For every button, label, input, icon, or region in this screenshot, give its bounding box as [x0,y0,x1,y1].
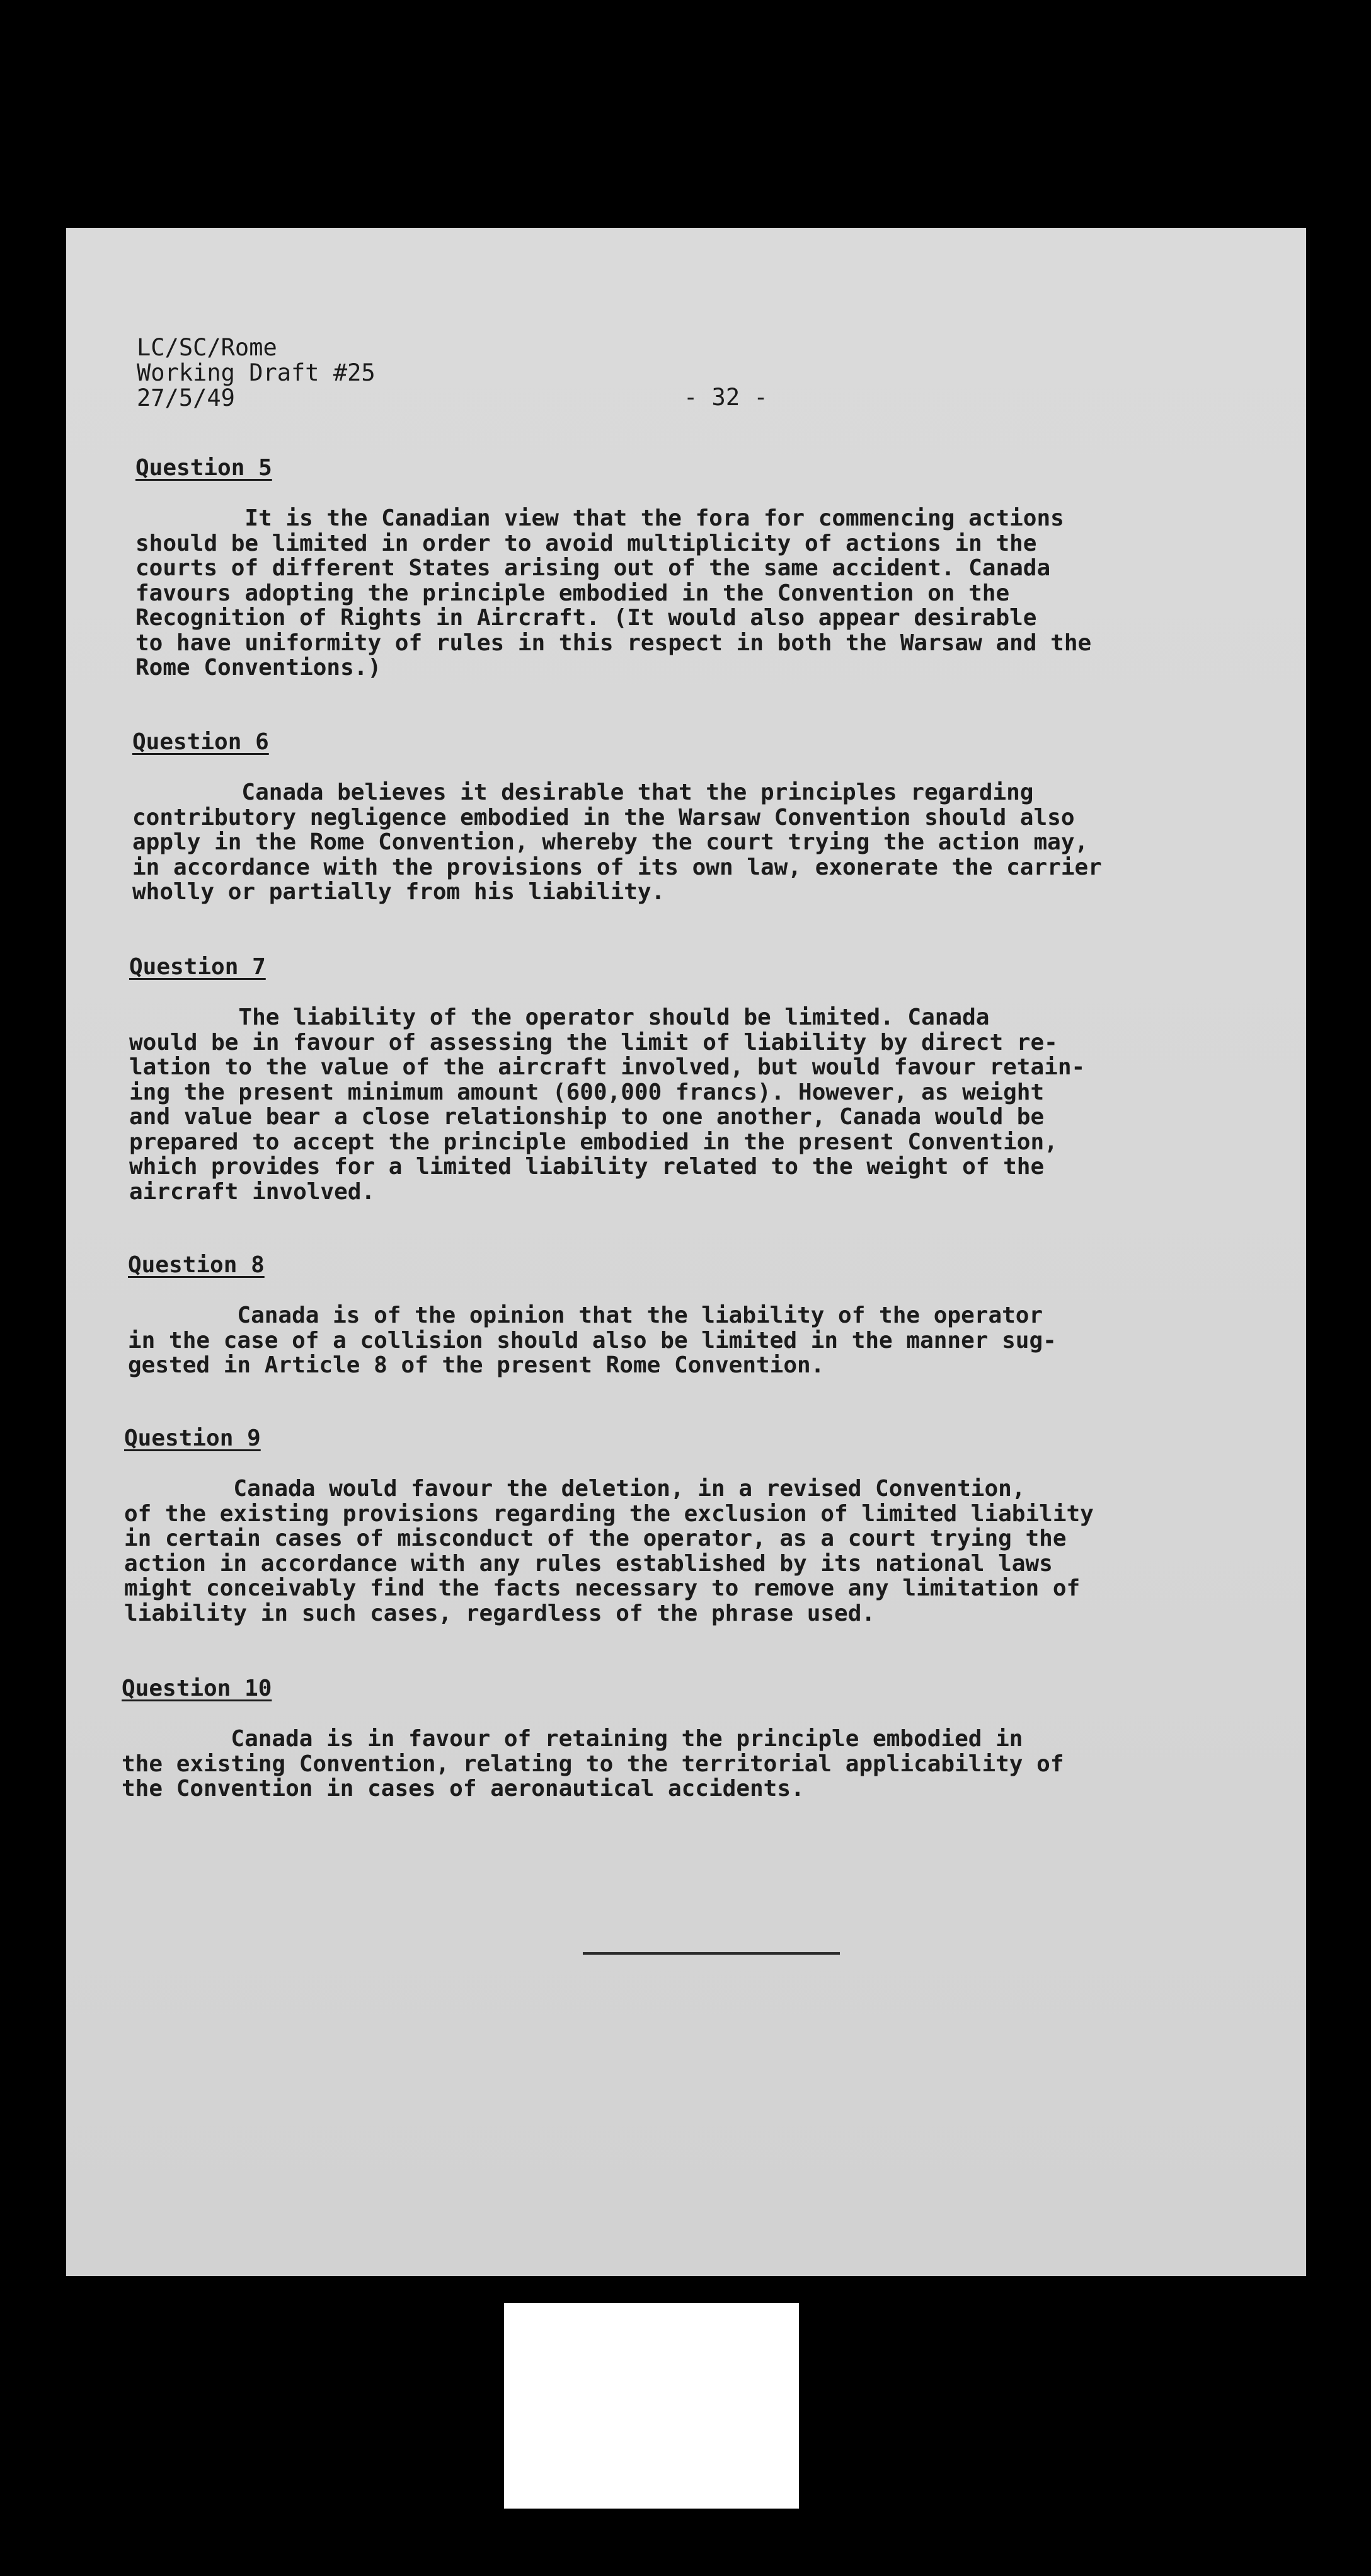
text-line: lation to the value of the aircraft involved, but would favour retain- [129,1054,1086,1080]
text-line: contributory negligence embodied in the Warsaw Convention should also [132,804,1075,831]
text-line: and value bear a close relationship to one another, Canada would be [129,1104,1045,1130]
question-10-section [122,1676,1268,1802]
text-line: liability in such cases, regardless of the phrase used. [124,1600,876,1626]
text-line: Canada is in favour of retaining the principle embodied in [122,1726,1023,1752]
section-heading: Question 6 [132,729,269,755]
working-draft-label: Working Draft #25 [137,359,376,386]
closing-rule [583,1952,840,1955]
text-line: The liability of the operator should be limited. Canada [129,1004,990,1030]
text-line: aircraft involved. [129,1178,376,1205]
question-8-section [128,1252,1275,1378]
section-body [122,1727,1268,1802]
text-line: It is the Canadian view that the fora for commencing actions [135,505,1064,531]
text-line: in the case of a collision should also be limited in the manner sug- [128,1327,1057,1354]
text-line: courts of different States arising out of the same accident. Canada [135,555,1051,581]
section-heading: Question 8 [128,1252,265,1278]
text-line: Canada would favour the deletion, in a revised Convention, [124,1476,1026,1502]
text-line: should be limited in order to avoid multiplicity of actions in the [135,530,1037,556]
question-7-section [129,954,1276,1204]
text-line: Canada believes it desirable that the principles regarding [132,779,1034,805]
section-body [135,506,1282,681]
text-line: in accordance with the provisions of its own law, exonerate the carrier [132,854,1102,880]
text-line: wholly or partially from his liability. [132,879,665,905]
reference-code: LC/SC/Rome [137,334,277,361]
section-body [129,1005,1276,1204]
text-line: prepared to accept the principle embodied in the present Convention, [129,1129,1058,1155]
text-line: in certain cases of misconduct of the operator, as a court trying the [124,1526,1067,1551]
text-line: favours adopting the principle embodied in the Convention on the [135,580,1010,606]
text-line: apply in the Rome Convention, whereby the court trying the action may, [132,829,1089,855]
text-line: gested in Article 8 of the present Rome Convention. [128,1352,825,1378]
text-line: Rome Conventions.) [135,655,382,681]
text-line: Canada is of the opinion that the liability of the operator [128,1302,1043,1328]
text-line: ing the present minimum amount (600,000 francs). However, as weight [129,1079,1045,1105]
text-line: Recognition of Rights in Aircraft. (It would also appear desirable [135,605,1037,631]
section-heading: Question 9 [124,1425,261,1451]
section-body [132,780,1279,905]
text-line: of the existing provisions regarding the exclusion of limited liability [124,1500,1094,1527]
text-line: the Convention in cases of aeronautical accidents. [122,1776,805,1802]
section-heading: Question 10 [122,1676,272,1701]
section-heading: Question 5 [135,455,272,481]
document-reference [137,335,376,411]
section-body [128,1303,1275,1378]
text-line: to have uniformity of rules in this respect in both the Warsaw and the [135,630,1092,656]
section-body [124,1476,1271,1626]
text-line: action in accordance with any rules established by its national laws [124,1550,1053,1577]
text-line: might conceivably find the facts necessary to remove any limitation of [124,1575,1081,1601]
text-line: the existing Convention, relating to the territorial applicability of [122,1751,1064,1777]
page-number: - 32 - [684,384,768,411]
section-heading: Question 7 [129,954,266,980]
document-date: 27/5/49 [137,384,235,411]
question-6-section [132,729,1279,905]
text-line: which provides for a limited liability related to the weight of the [129,1154,1045,1180]
text-line: would be in favour of assessing the limit of liability by direct re- [129,1029,1058,1055]
blank-card [504,2303,799,2509]
question-9-section [124,1425,1271,1626]
question-5-section [135,455,1282,681]
document-page [66,228,1306,2276]
